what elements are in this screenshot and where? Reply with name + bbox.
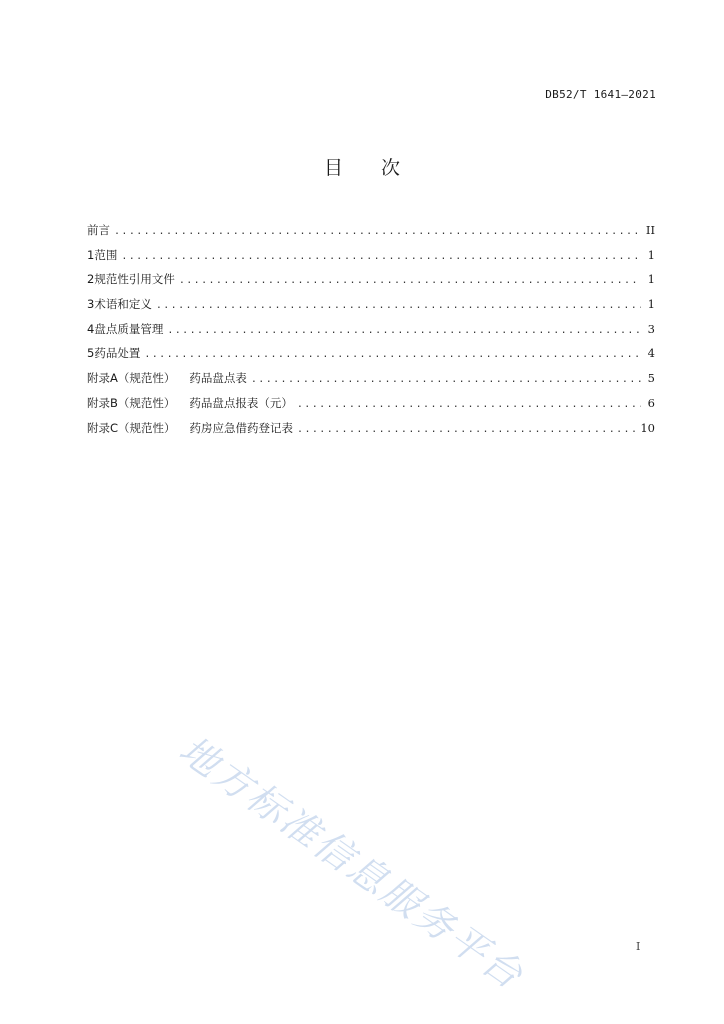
toc-entry-page: 6 <box>647 395 655 410</box>
toc-entry-label: 药品盘点表 <box>189 371 247 386</box>
toc-entry-label: 药品处置 <box>94 346 141 361</box>
toc-leader-dots <box>156 294 641 319</box>
toc-entry-label: 盘点质量管理 <box>94 321 164 336</box>
toc-leader-dots <box>144 343 641 368</box>
toc-entry-5[interactable] <box>87 341 655 366</box>
toc-entry-3[interactable] <box>87 292 655 317</box>
toc-entry-page: 3 <box>647 321 655 336</box>
toc-entry-number: 3 <box>87 297 95 312</box>
toc-entry-2[interactable] <box>87 267 655 292</box>
toc-entry-annex-c[interactable] <box>87 416 655 441</box>
toc-entry-label: 前言 <box>87 223 110 237</box>
toc-entry-page: 1 <box>647 272 655 287</box>
toc-annex-tag: 附录B（规范性） <box>87 395 176 410</box>
toc-leader-dots <box>121 245 641 270</box>
toc-entry-label: 术语和定义 <box>94 297 152 312</box>
toc-entry-4[interactable] <box>87 317 655 342</box>
toc-entry-number: 5 <box>87 346 95 361</box>
toc-entry-label: 规范性引用文件 <box>94 272 175 287</box>
page-number: I <box>636 940 641 953</box>
toc-leader-dots <box>167 319 641 344</box>
toc-entry-number: 2 <box>87 272 95 287</box>
toc-leader-dots <box>179 269 641 294</box>
toc-leader-dots <box>297 418 636 443</box>
toc-entry-page: 10 <box>640 420 655 435</box>
toc-entry-number: 1 <box>87 247 95 262</box>
watermark: 地方标准信息服务平台 <box>171 727 533 999</box>
toc-leader-dots <box>297 393 641 418</box>
toc-entry-1[interactable] <box>87 243 655 268</box>
toc-entry-page: 4 <box>647 346 655 361</box>
title-char-2: 次 <box>381 157 401 179</box>
toc-entry-annex-b[interactable] <box>87 391 655 416</box>
toc-leader-dots <box>251 368 641 393</box>
table-of-contents <box>87 218 655 440</box>
standard-code: DB52/T 1641—2021 <box>545 88 656 101</box>
title-char-1: 目 <box>323 157 343 179</box>
toc-entry-page: II <box>645 223 655 237</box>
toc-leader-dots <box>114 220 641 245</box>
toc-entry-page: 1 <box>647 247 655 262</box>
toc-entry-number: 4 <box>87 321 95 336</box>
toc-annex-tag: 附录C（规范性） <box>87 420 176 435</box>
toc-entry-page: 5 <box>647 371 655 386</box>
toc-entry-foreword[interactable] <box>87 218 655 243</box>
toc-entry-label: 范围 <box>94 247 118 262</box>
toc-entry-annex-a[interactable] <box>87 366 655 391</box>
toc-annex-tag: 附录A（规范性） <box>87 371 176 386</box>
page-title <box>0 153 724 180</box>
toc-entry-label: 药品盘点报表（元） <box>189 395 293 410</box>
toc-entry-label: 药房应急借药登记表 <box>189 420 294 435</box>
toc-entry-page: 1 <box>647 297 655 312</box>
